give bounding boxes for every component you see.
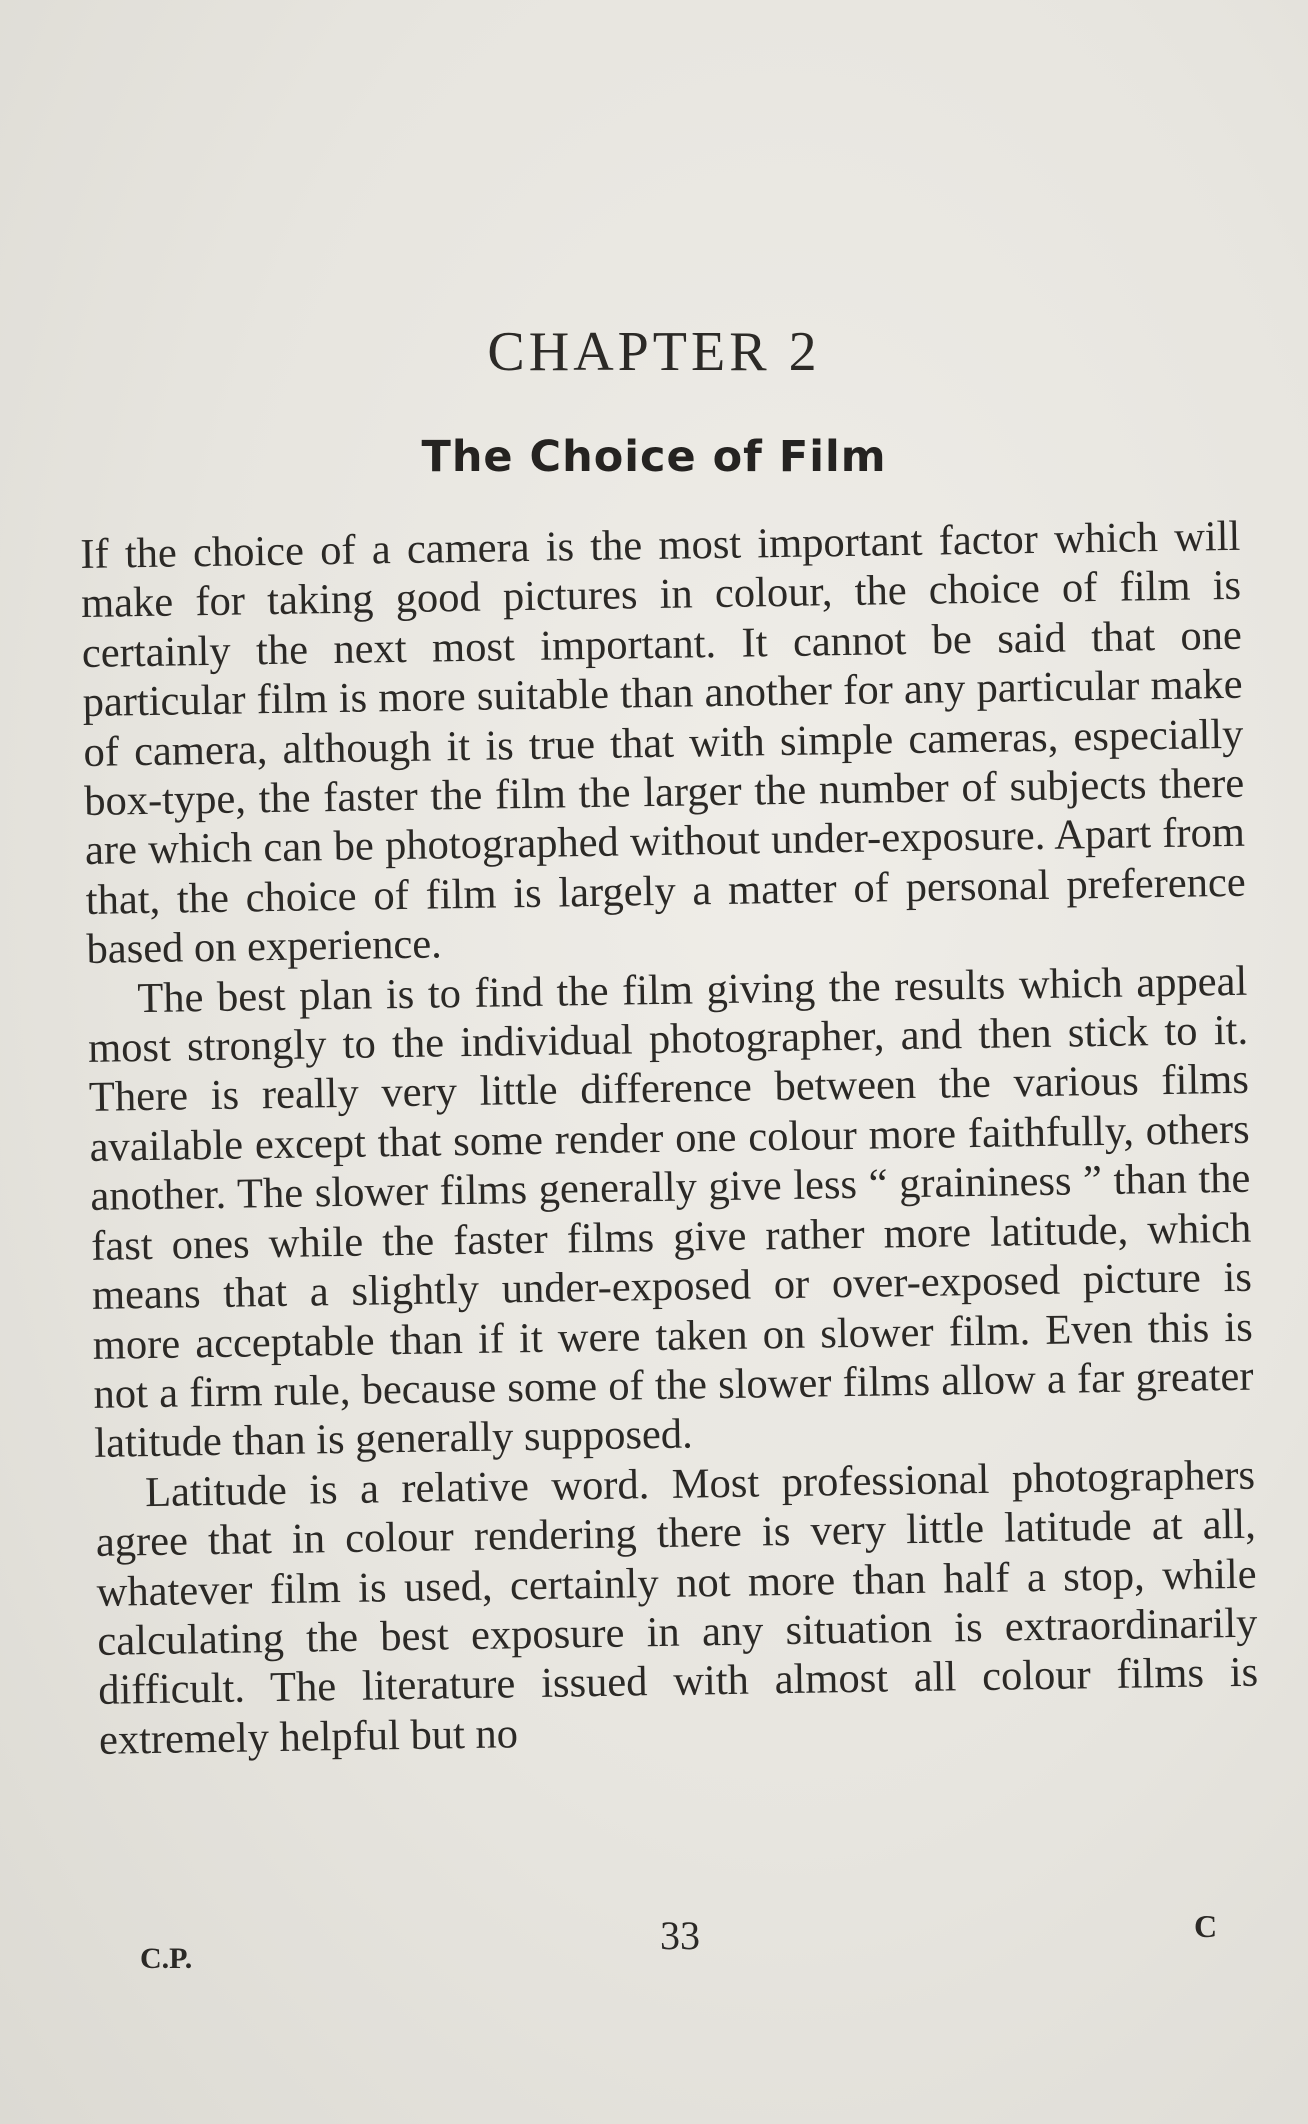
- body-text: [80, 512, 1259, 1765]
- paragraph-3: Latitude is a relative word. Most professional photographers agree that in colour rendering there is very little latitude at all, whatever film is used, certainly not more than half a stop, while calculating the best exposure in any situation is extraordinarily difficult. The literature issued with almost all colour films is extremely helpful but no: [95, 1451, 1259, 1764]
- paragraph-2: The best plan is to find the film giving the results which appeal most strongly to the individual photographer, and then stick to it. There is really very little difference between the various films available except that some render one colour more faithfully, others another. The slower films generally give less “ graininess ” than the fast ones while the faster films give rather more latitude, which means that a slightly under-exposed or over-exposed picture is more acceptable than if it were taken on slower film. Even this is not a firm rule, because some of the slower films allow a far greater latitude than is generally supposed.: [87, 957, 1254, 1468]
- gathering-mark: C: [1194, 1908, 1218, 1944]
- signature-mark: C.P.: [140, 1942, 193, 1975]
- chapter-title: The Choice of Film: [421, 432, 887, 482]
- page-footer: [0, 1908, 1308, 1975]
- page-number: 33: [660, 1913, 700, 1958]
- chapter-heading: CHAPTER 2: [487, 321, 821, 383]
- paragraph-1: If the choice of a camera is the most important factor which will make for taking good pictures in colour, the choice of film is certainly the next most important. It cannot be said that one particular film is more suitable than another for any particular make of camera, although it is true that with simple cameras, especially box-type, the faster the film the larger the number of subjects there are which can be photographed without under-exposure. Apart from that, the choice of film is largely a matter of personal preference based on experience.: [80, 512, 1247, 974]
